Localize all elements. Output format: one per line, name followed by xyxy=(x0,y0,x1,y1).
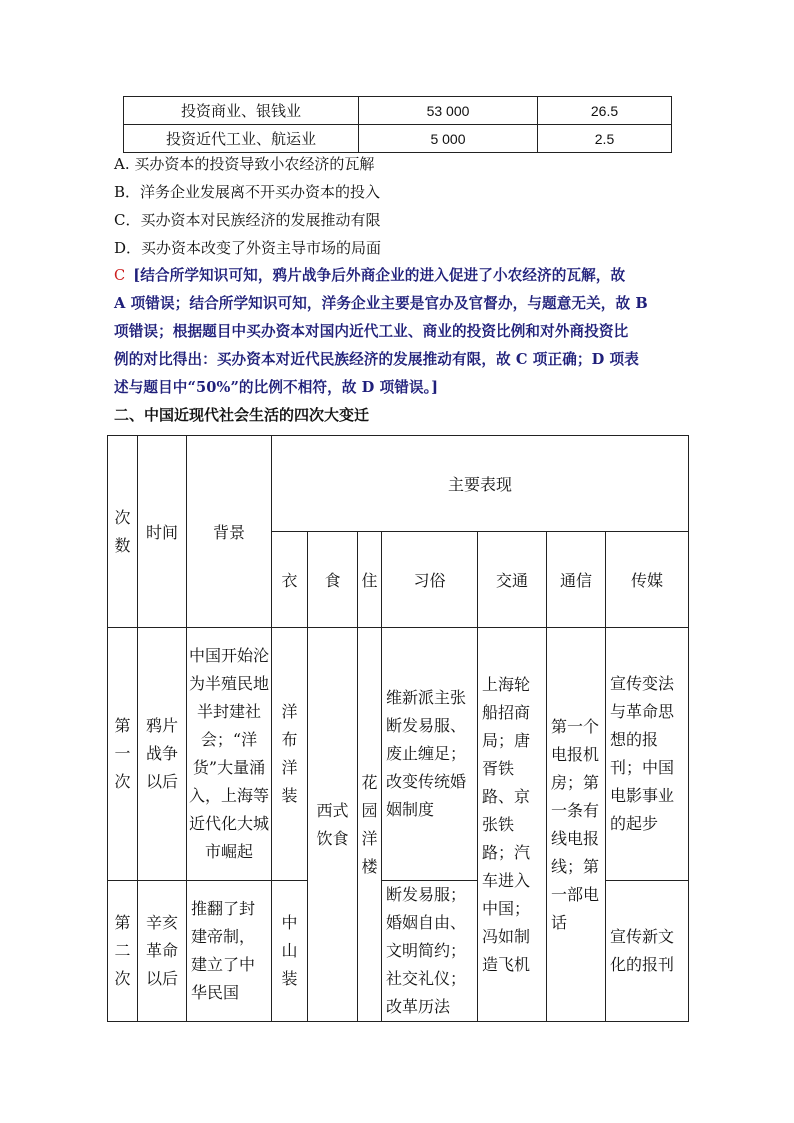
cell-custom: 维新派主张断发易服、废止缠足；改变传统婚姻制度 xyxy=(382,628,478,881)
header-count: 次数 xyxy=(108,436,138,628)
table-cell: 2.5 xyxy=(538,125,672,153)
cell-transport: 上海轮船招商局；唐胥铁路、京张铁路；汽车进入中国；冯如制造飞机 xyxy=(478,628,547,1022)
cell-media: 宣传新文化的报刊 xyxy=(606,881,689,1022)
table-row xyxy=(124,125,672,153)
table-row xyxy=(124,97,672,125)
header-background: 背景 xyxy=(187,436,272,628)
cell-housing: 花园洋楼 xyxy=(358,628,382,1022)
table-cell: 26.5 xyxy=(538,97,672,125)
cell-clothing: 洋布洋装 xyxy=(272,628,308,881)
answer-letter: C xyxy=(114,267,126,284)
header-time: 时间 xyxy=(138,436,187,628)
cell-time: 辛亥革命以后 xyxy=(138,881,187,1022)
table-cell: 投资近代工业、航运业 xyxy=(124,125,359,153)
table-cell: 5 000 xyxy=(359,125,538,153)
header-food: 食 xyxy=(308,532,358,628)
header-communication: 通信 xyxy=(547,532,606,628)
answer-line: A 项错误；结合所学知识可知，洋务企业主要是官办及官督办，与题意无关，故 B xyxy=(114,295,648,312)
social-changes-table xyxy=(107,435,689,1022)
cell-count: 第一次 xyxy=(108,628,138,881)
option-c: C．买办资本对民族经济的发展推动有限 xyxy=(114,211,381,229)
cell-food: 西式饮食 xyxy=(308,628,358,1022)
table-cell: 53 000 xyxy=(359,97,538,125)
header-clothing: 衣 xyxy=(272,532,308,628)
answer-line: 述与题目中“50%”的比例不相符，故 D 项错误。] xyxy=(114,379,439,396)
cell-background: 中国开始沦为半殖民地半封建社会；“洋货”大量涌入，上海等近代化大城市崛起 xyxy=(187,628,272,881)
answer-line: 项错误；根据题目中买办资本对国内近代工业、商业的投资比例和对外商投资比 xyxy=(114,323,629,340)
answer-line: 例的对比得出：买办资本对近代民族经济的发展推动有限，故 C 项正确；D 项表 xyxy=(114,351,639,368)
investment-table xyxy=(123,96,672,153)
header-housing: 住 xyxy=(358,532,382,628)
cell-custom: 断发易服；婚姻自由、文明简约；社交礼仪；改革历法 xyxy=(382,881,478,1022)
cell-communication: 第一个电报机房；第一条有线电报线；第一部电话 xyxy=(547,628,606,1022)
header-custom: 习俗 xyxy=(382,532,478,628)
header-media: 传媒 xyxy=(606,532,689,628)
table-row xyxy=(108,628,689,881)
cell-count: 第二次 xyxy=(108,881,138,1022)
table-cell: 投资商业、银钱业 xyxy=(124,97,359,125)
section-title: 二、中国近现代社会生活的四次大变迁 xyxy=(114,406,370,424)
header-transport: 交通 xyxy=(478,532,547,628)
answer-line: C [结合所学知识可知，鸦片战争后外商企业的进入促进了小农经济的瓦解，故 xyxy=(114,267,626,284)
cell-clothing: 中山装 xyxy=(272,881,308,1022)
answer-explanation xyxy=(114,262,689,402)
option-b: B．洋务企业发展离不开买办资本的投入 xyxy=(114,183,381,201)
cell-background: 推翻了封建帝制，建立了中华民国 xyxy=(187,881,272,1022)
table-header-row xyxy=(108,436,689,532)
cell-media: 宣传变法与革命思想的报刊；中国电影事业的起步 xyxy=(606,628,689,881)
header-main: 主要表现 xyxy=(272,436,689,532)
option-d: D．买办资本改变了外资主导市场的局面 xyxy=(114,239,382,257)
option-a: A. 买办资本的投资导致小农经济的瓦解 xyxy=(114,155,375,173)
cell-time: 鸦片战争以后 xyxy=(138,628,187,881)
